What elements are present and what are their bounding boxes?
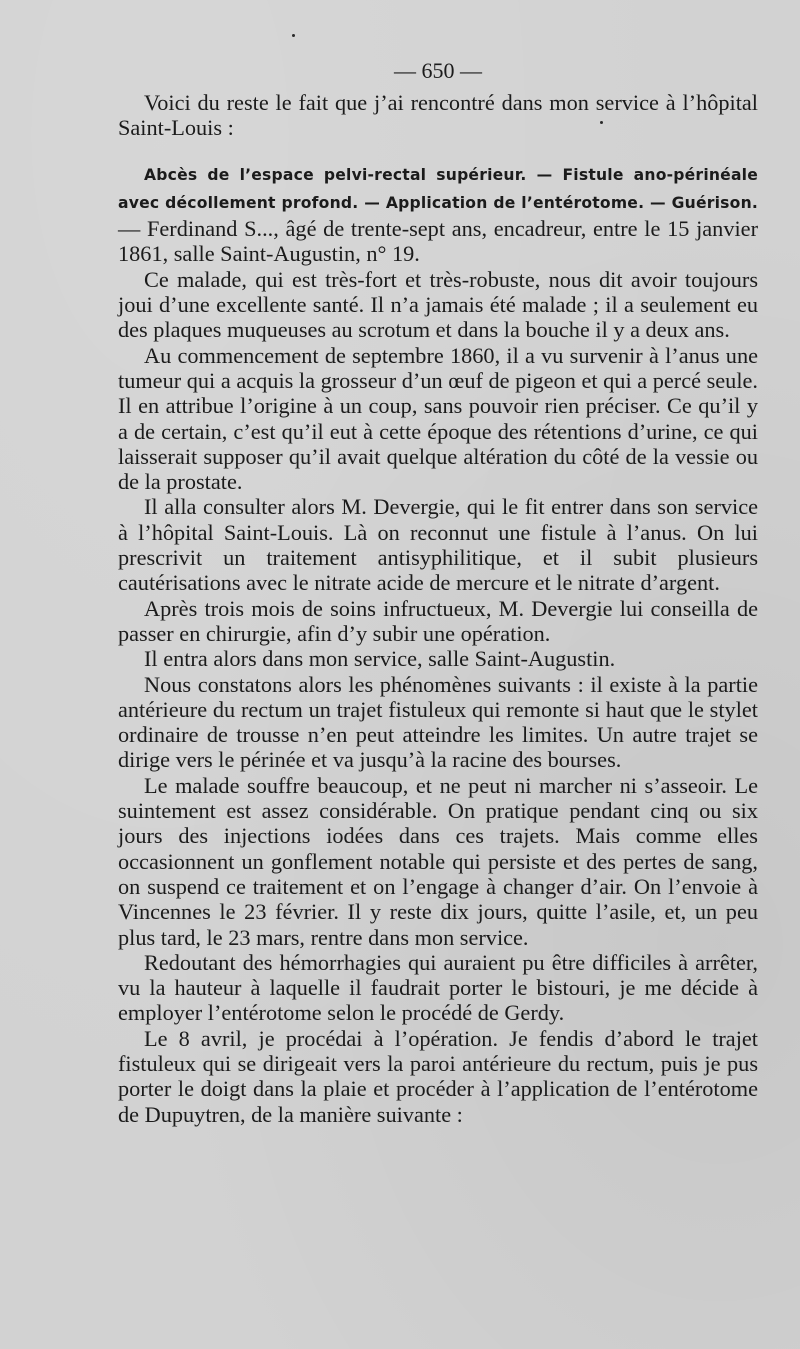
- body-paragraph: Le 8 avril, je procédai à l’opération. Je fendis d’abord le trajet fistuleux qui se dirigeait vers la paroi antérieure du rectum, puis je pus porter le doigt dans la plaie et procéder à l’application de l’entérotome de Dupuytren, de la manière suivante :: [118, 1025, 758, 1127]
- body-paragraph: Il alla consulter alors M. Devergie, qui le fit entrer dans son service à l’hôpital Saint-Louis. Là on reconnut une fistule à l’anus. On lui prescrivit un traitement antisyphilitique, et il subit plusieurs cautérisations avec le nitrate acide de mercure et le nitrate d’argent.: [118, 494, 758, 596]
- body-paragraph: Le malade souffre beaucoup, et ne peut ni marcher ni s’asseoir. Le suintement est assez considérable. On pratique pendant cinq ou six jours des injections iodées dans ces trajets. Mais comme elles occasionnent un gonflement notable qui persiste et des pertes de sang, on suspend ce traitement et on l’engage à changer d’air. On l’envoie à Vincennes le 23 février. Il y reste dix jours, quitte l’asile, et, un peu plus tard, le 23 mars, rentre dans mon service.: [118, 772, 758, 950]
- body-paragraph: Au commencement de septembre 1860, il a vu survenir à l’anus une tumeur qui a acquis la grosseur d’un œuf de pigeon et qui a percé seule. Il en attribue l’origine à un coup, sans pouvoir rien préciser. Ce qu’il y a de certain, c’est qu’il eut à cette époque des rétentions d’urine, ce qui laisserait supposer qu’il avait quelque altération du côté de la vessie ou de la prostate.: [118, 342, 758, 495]
- body-paragraph: Après trois mois de soins infructueux, M. Devergie lui conseilla de passer en chirurgie, afin d’y subir une opération.: [118, 595, 758, 646]
- page-content: [118, 54, 758, 1127]
- page-number: — 650 —: [394, 58, 482, 83]
- body-paragraph: Ce malade, qui est très-fort et très-robuste, nous dit avoir toujours joui d’une excellente santé. Il n’a jamais été malade ; il a seulement eu des plaques muqueuses au scrotum et dans la bouche il y a deux ans.: [118, 266, 758, 343]
- case-intro: — Ferdinand S..., âgé de trente-sept ans, encadreur, entre le 15 janvier 1861, salle Saint-Augustin, n° 19.: [118, 216, 758, 267]
- body-paragraph: Nous constatons alors les phénomènes suivants : il existe à la partie antérieure du rectum un trajet fistuleux qui remonte si haut que le stylet ordinaire de trousse n’en peut atteindre les limites. Un autre trajet se dirige vers le périnée et va jusqu’à la racine des bourses.: [118, 671, 758, 773]
- print-speck: [292, 34, 295, 37]
- case-title: Abcès de l’espace pelvi-rectal supérieur. — Fistule ano-périnéale avec décollement profond. — Application de l’entérotome. — Guérison.: [118, 165, 758, 212]
- body-paragraph: Redoutant des hémorrhagies qui auraient pu être difficiles à arrêter, vu la hauteur à laquelle il faudrait porter le bistouri, je me décide à employer l’entérotome selon le procédé de Gerdy.: [118, 949, 758, 1026]
- case-heading-paragraph: [118, 160, 758, 267]
- intro-paragraph: Voici du reste le fait que j’ai rencontré dans mon service à l’hôpital Saint-Louis :: [118, 90, 758, 141]
- body-paragraph: Il entra alors dans mon service, salle Saint-Augustin.: [144, 646, 616, 672]
